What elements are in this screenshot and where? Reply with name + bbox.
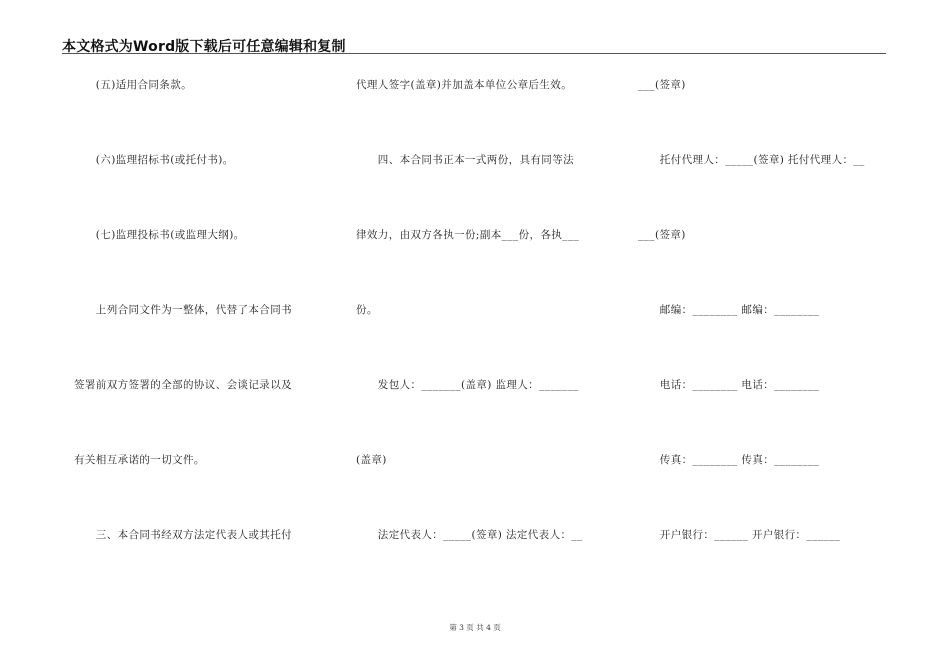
text-line: 托付代理人：_____(签章) 托付代理人：__: [638, 154, 865, 166]
text-line: 四、本合同书正本一式两份，具有同等法: [356, 154, 574, 166]
text-line: 传真：________ 传真：________: [638, 454, 820, 466]
text-line: (盖章): [356, 454, 387, 466]
text-line: 法定代表人：_____(签章) 法定代表人：__: [356, 529, 583, 541]
text-line: 上列合同文件为一整体，代替了本合同书: [74, 304, 292, 316]
page-number: 第 3 页 共 4 页: [449, 623, 501, 632]
text-line: 三、本合同书经双方法定代表人或其托付: [74, 529, 292, 541]
text-line: ___(签章): [638, 79, 686, 91]
text-line: 律效力，由双方各执一份;副本___份，各执___: [356, 229, 580, 241]
text-line: 有关相互承诺的一切文件。: [74, 454, 205, 466]
text-column-1: [74, 0, 336, 672]
text-column-2: [356, 0, 616, 672]
text-line: 电话：________ 电话：________: [638, 379, 820, 391]
text-line: 代理人签字(盖章)并加盖本单位公章后生效。: [356, 79, 573, 91]
text-line: (七)监理投标书(或监理大纲)。: [74, 229, 245, 241]
text-line: (五)适用合同条款。: [74, 79, 192, 91]
text-column-3: [638, 0, 888, 672]
document-header-title: 本文格式为Word版下载后可任意编辑和复制: [62, 39, 346, 55]
text-line: (六)监理招标书(或托付书)。: [74, 154, 234, 166]
text-line: 签署前双方签署的全部的协议、会谈记录以及: [74, 379, 292, 391]
text-line: 开户银行：______ 开户银行：______: [638, 529, 841, 541]
text-line: 邮编：________ 邮编：________: [638, 304, 820, 316]
text-line: ___(签章): [638, 229, 686, 241]
text-line: 发包人：_______(盖章) 监理人：_______: [356, 379, 579, 391]
text-line: 份。: [356, 304, 378, 316]
